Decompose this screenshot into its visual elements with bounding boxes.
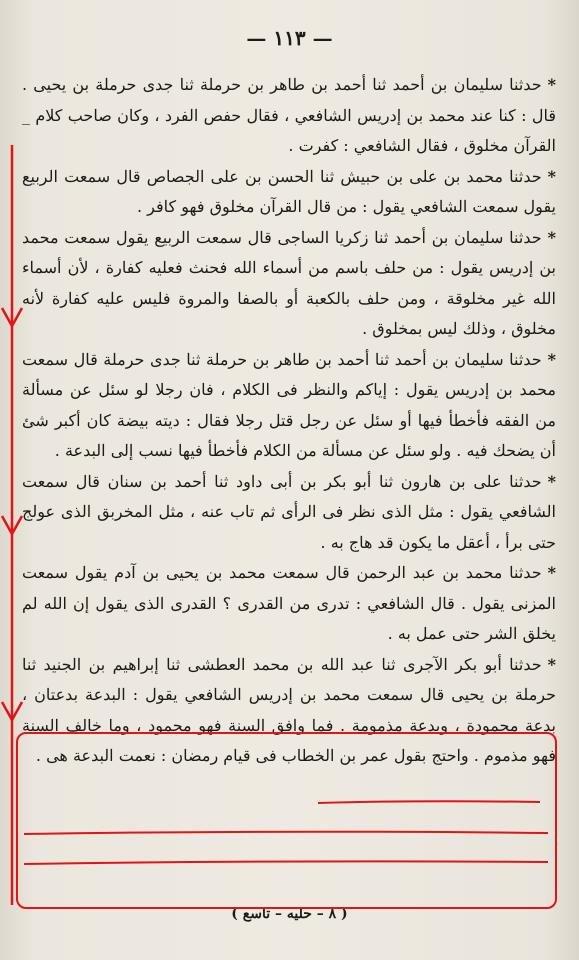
hadith-paragraph-1: [22, 70, 556, 162]
paragraph-marker: *: [547, 471, 556, 491]
paragraph-marker: *: [547, 563, 556, 582]
page-number: — ١١٣ —: [246, 26, 333, 50]
hadith-paragraph-2: [22, 162, 556, 223]
paragraph-marker: *: [547, 349, 556, 369]
paragraph-marker: *: [547, 75, 557, 94]
page-body: [22, 70, 556, 772]
hadith-paragraph-4: [22, 345, 556, 467]
arrow-down-icon: [2, 516, 22, 534]
hadith-paragraph-6: [22, 558, 556, 650]
paragraph-text: حدثنا على بن هارون ثنا أبو بكر بن أبى داود ثنا أحمد بن سنان قال سمعت الشافعي يقول : مثل الذى نظر فى الرأى ثم تاب عنه ، مثل المخربق الذى عولج حتى برأ ، أعقل ما يكون قد هاج به .: [22, 471, 556, 552]
paragraph-text: حدثنا محمد بن على بن حبيش ثنا الحسن بن على الجصاص قال سمعت الربيع يقول سمعت الشافعي يقول : من قال القرآن مخلوق فهو كافر .: [22, 166, 556, 216]
arrow-down-icon: [2, 702, 22, 720]
page-footer: ( ٨ – حليه – تاسع ): [231, 906, 348, 922]
paragraph-text: حدثنا سليمان بن أحمد ثنا أحمد بن طاهر بن حرملة ثنا جدى حرملة قال سمعت محمد بن إدريس يقول : إياكم والنظر فى الكلام ، فان رجلا لو سئل عن مسألة من الفقه فأخطأ فيها أو سئل عن رجل قتل رجلا فقال : ديته بيضة كان أكبر شئ أن يضحك فيه . ولو سئل عن مسألة من الكلام فأخطأ فيها نسب إلى البدعة .: [22, 349, 556, 460]
paragraph-text: حدثنا محمد بن عبد الرحمن قال سمعت محمد بن يحيى بن آدم يقول سمعت المزنى يقول . قال الشافعي : تدرى من القدرى ؟ القدرى الذى يقول إن الله لم يخلق الشر حتى عمل به .: [22, 563, 556, 643]
paragraph-marker: *: [547, 166, 556, 186]
hadith-paragraph-5: [22, 467, 556, 559]
arrow-down-icon: [2, 308, 22, 326]
annotation-highlight-box: [16, 732, 557, 909]
paragraph-text: حدثنا سليمان بن أحمد ثنا زكريا الساجى قال سمعت الربيع يقول سمعت محمد بن إدريس يقول : من حلف باسم من أسماء الله فحنث فعليه كفارة ، لأن أسماء الله غير مخلوقة ، ومن حلف بالكعبة أو بالصفا والمروة فليس عليه كفارة لأنه مخلوق ، وذلك ليس بمخلوق .: [22, 227, 556, 338]
paragraph-marker: *: [547, 654, 556, 674]
paragraph-text: حدثنا أبو بكر الآجرى ثنا عبد الله بن محمد العطشى ثنا إبراهيم بن الجنيد ثنا حرملة بن يحيى قال سمعت محمد بن إدريس الشافعي يقول : البدعة بدعتان ، بدعة محمودة ، وبدعة مذمومة . فما وافق السنة فهو محمود ، وما خالف السنة فهو مذموم . واحتج بقول عمر بن الخطاب فى قيام رمضان : نعمت البدعة هى .: [22, 654, 557, 765]
hadith-paragraph-3: [22, 223, 556, 345]
paragraph-marker: *: [547, 227, 556, 247]
paragraph-text: حدثنا سليمان بن أحمد ثنا أحمد بن طاهر بن حرملة ثنا جدى حرملة بن يحيى . قال : كنا عند محمد بن إدريس الشافعي ، فقال حفص الفرد ، وكان صاحب كلام _ القرآن مخلوق ، فقال الشافعي : كفرت .: [22, 75, 556, 155]
